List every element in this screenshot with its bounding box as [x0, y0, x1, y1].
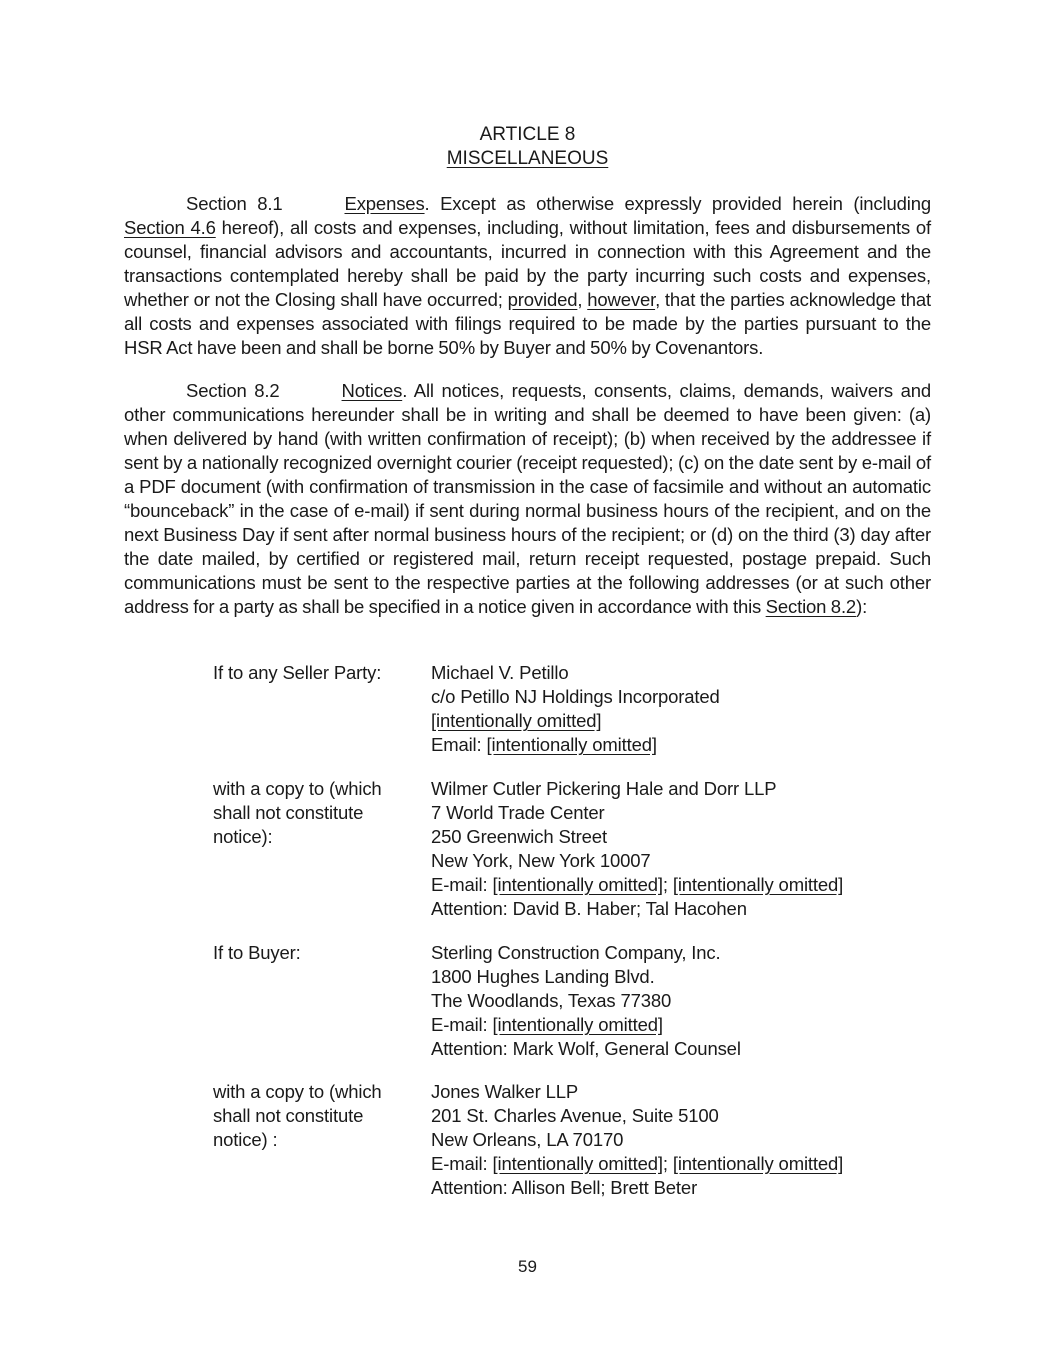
email-omitted: [intentionally omitted]	[486, 734, 657, 755]
buyer-copy-attention: Attention: Allison Bell; Brett Beter	[431, 1177, 698, 1198]
seller-copy-email-line	[431, 873, 931, 897]
seller-omitted-line: [intentionally omitted]	[431, 710, 602, 731]
email-prefix: E-mail:	[431, 874, 493, 895]
however-term: however	[587, 289, 656, 310]
label-line: shall not constitute	[213, 1105, 364, 1126]
section-8-1-heading: Expenses	[344, 193, 425, 214]
section-8-1-number: Section 8.1	[186, 193, 283, 214]
buyer-attention: Attention: Mark Wolf, General Counsel	[431, 1038, 741, 1059]
email-omitted: [intentionally omitted]	[492, 874, 663, 895]
label-line: with a copy to (which	[213, 778, 382, 799]
email-omitted: [intentionally omitted]	[492, 1153, 663, 1174]
email-separator: ;	[662, 874, 673, 895]
buyer-copy-address-line: 201 St. Charles Avenue, Suite 5100	[431, 1105, 719, 1126]
seller-copy-attention: Attention: David B. Haber; Tal Hacohen	[431, 898, 747, 919]
buyer-address	[431, 941, 931, 1061]
section-8-1-text-b: hereof), all costs and expenses, including, without limitation, fees and disbursements of counsel, financial advisors and accountants, incurred in connection with this Agreement and the transactions contemplated hereby shall be paid by the party incurring such costs and expenses, whether or not the Closing shall have occurred;	[124, 217, 931, 310]
seller-copy-address-line: 250 Greenwich Street	[431, 826, 607, 847]
section-8-2-heading: Notices	[341, 380, 403, 401]
email-omitted: [intentionally omitted]	[492, 1014, 663, 1035]
label-line: notice) :	[213, 1129, 278, 1150]
email-omitted: [intentionally omitted]	[672, 874, 844, 895]
section-8-2-number: Section 8.2	[186, 380, 280, 401]
label-line: If to any Seller Party:	[213, 662, 382, 683]
article-title: MISCELLANEOUS	[446, 148, 609, 169]
seller-email-line	[431, 733, 931, 757]
section-8-2-text-b: ):	[856, 596, 868, 617]
buyer-copy-email-line	[431, 1152, 931, 1176]
buyer-email-line	[431, 1013, 931, 1037]
comma-separator: ,	[577, 289, 588, 310]
label-line: notice):	[213, 826, 273, 847]
buyer-address-line: 1800 Hughes Landing Blvd.	[431, 966, 655, 987]
label-line: shall not constitute	[213, 802, 364, 823]
seller-care-of: c/o Petillo NJ Holdings Incorporated	[431, 686, 720, 707]
section-4-6-reference: Section 4.6	[124, 217, 216, 238]
buyer-copy-city-line: New Orleans, LA 70170	[431, 1129, 624, 1150]
section-8-2-paragraph	[124, 379, 931, 619]
buyer-notice-label	[213, 941, 413, 965]
seller-name: Michael V. Petillo	[431, 662, 569, 683]
label-line: with a copy to (which	[213, 1081, 382, 1102]
buyer-city-line: The Woodlands, Texas 77380	[431, 990, 672, 1011]
section-8-2-reference: Section 8.2	[765, 596, 857, 617]
email-prefix: E-mail:	[431, 1153, 493, 1174]
section-8-1-text-c: , that the parties acknowledge that all costs and expenses associated with filings required to be made by the parties pursuant to the HSR Act have been and shall be borne 50% by Buyer and 50% by Covenantors.	[124, 289, 931, 358]
page-number: 59	[518, 1257, 537, 1276]
article-number: ARTICLE 8	[479, 124, 576, 145]
buyer-copy-label	[213, 1080, 413, 1152]
buyer-copy-firm: Jones Walker LLP	[431, 1081, 579, 1102]
seller-copy-address-line: 7 World Trade Center	[431, 802, 605, 823]
provided-term: provided	[507, 289, 578, 310]
buyer-copy-address	[431, 1080, 931, 1200]
buyer-company: Sterling Construction Company, Inc.	[431, 942, 721, 963]
seller-copy-firm: Wilmer Cutler Pickering Hale and Dorr LLP	[431, 778, 777, 799]
section-8-2-text-a: . All notices, requests, consents, claims, demands, waivers and other communications hereunder shall be in writing and shall be deemed to have been given: (a) when delivered by hand (with written confirmation of receipt); (b) when received by the addressee if sent by a nationally recognized overnight courier (receipt requested); (c) on the date sent by e-mail of a PDF document (with confirmation of transmission in the case of facsimile and without an automatic “bounceback” in the case of e-mail) if sent during normal business hours of the recipient, and on the next Business Day if sent after normal business hours of the recipient; or (d) on the third (3) day after the date mailed, by certified or registered mail, return receipt requested, postage prepaid. Such communications must be sent to the respective parties at the following addresses (or at such other address for a party as shall be specified in a notice given in accordance with this	[124, 380, 931, 617]
label-line: If to Buyer:	[213, 942, 301, 963]
seller-address	[431, 661, 931, 757]
section-8-1-text-a: . Except as otherwise expressly provided herein (including	[424, 193, 931, 214]
email-prefix: Email:	[431, 734, 487, 755]
seller-notice-label	[213, 661, 413, 685]
seller-copy-label	[213, 777, 413, 849]
email-omitted: [intentionally omitted]	[672, 1153, 844, 1174]
email-separator: ;	[662, 1153, 673, 1174]
seller-copy-address	[431, 777, 931, 921]
section-8-1-paragraph	[124, 192, 931, 360]
seller-copy-city-line: New York, New York 10007	[431, 850, 651, 871]
email-prefix: E-mail:	[431, 1014, 493, 1035]
